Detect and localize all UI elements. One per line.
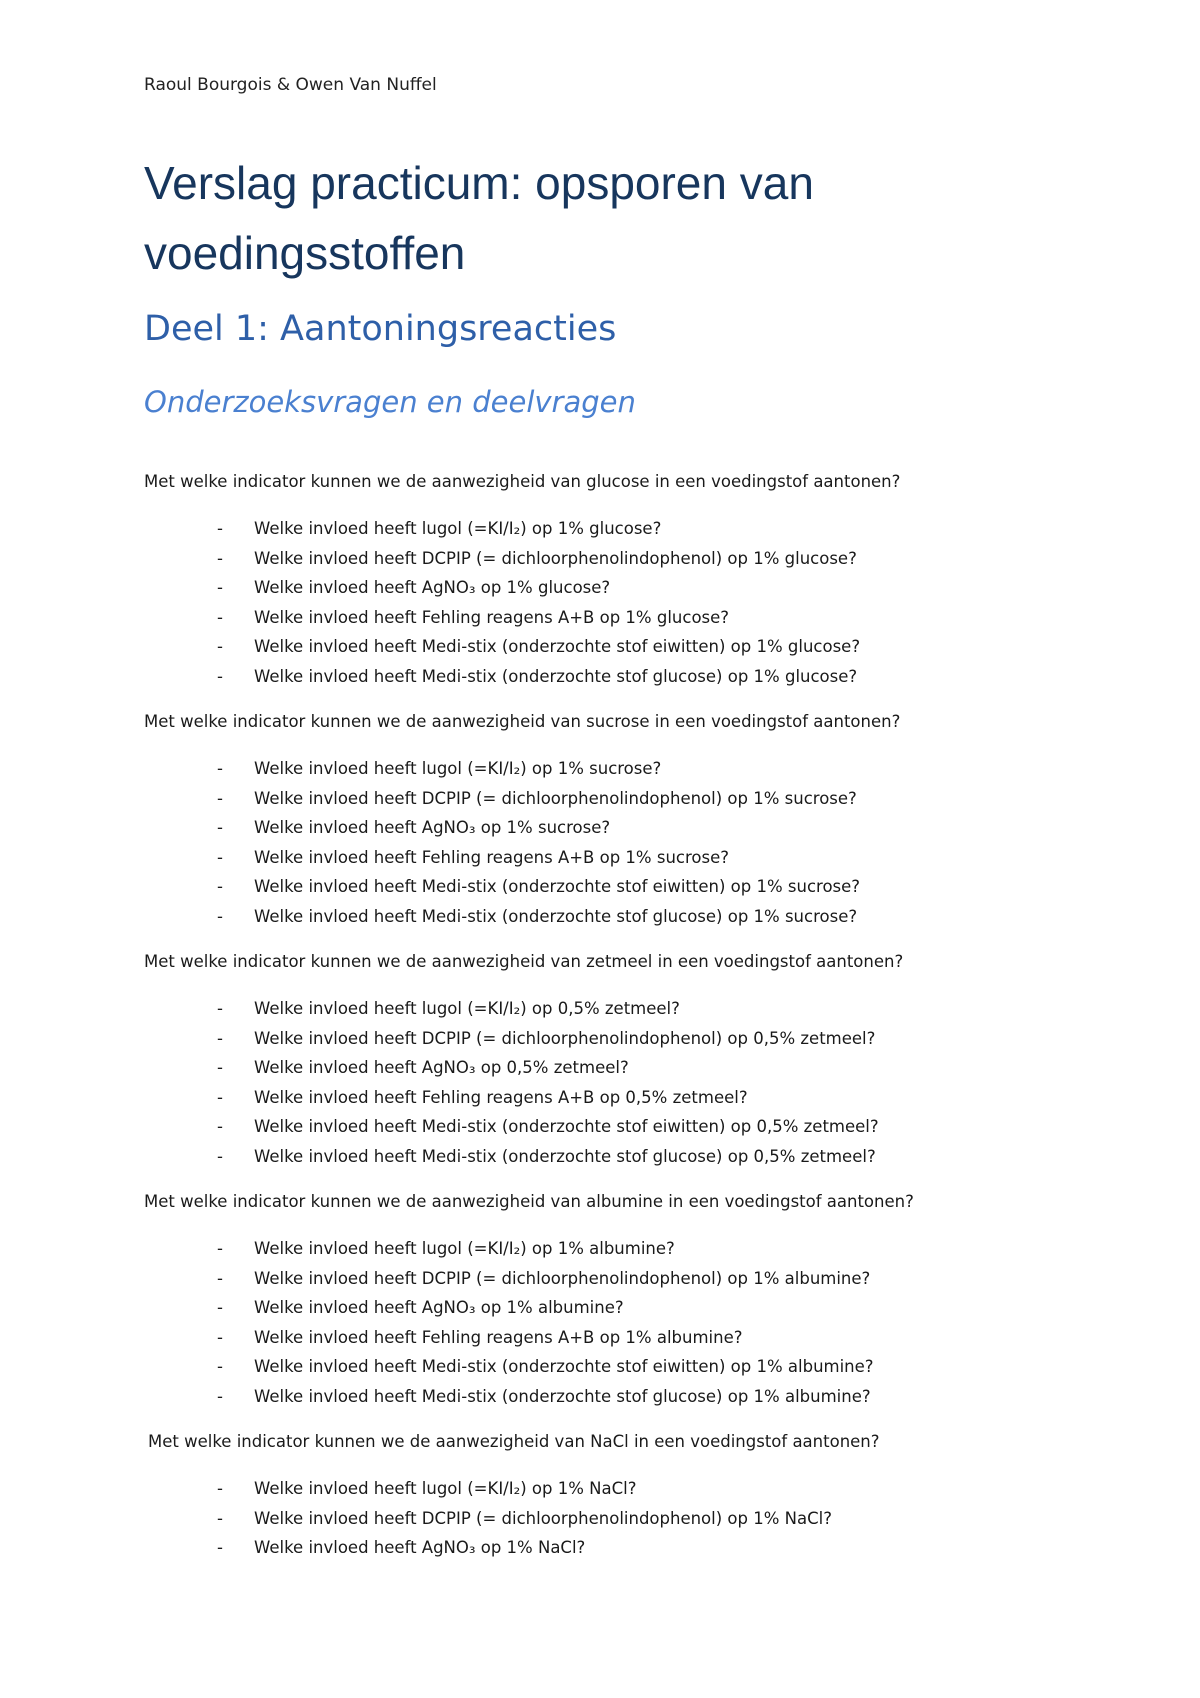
sub-question-text: Welke invloed heeft DCPIP (= dichloorphenolindophenol) op 1% NaCl? <box>254 1508 832 1528</box>
bullet-dash: - <box>217 847 223 867</box>
bullet-dash: - <box>217 607 223 627</box>
subsection-heading: Onderzoeksvragen en deelvragen <box>144 385 636 419</box>
sub-question-text: Welke invloed heeft DCPIP (= dichloorphenolindophenol) op 1% albumine? <box>254 1268 871 1288</box>
research-question: Met welke indicator kunnen we de aanwezigheid van sucrose in een voedingstof aantonen? <box>144 712 901 731</box>
list-item <box>144 1053 1064 1083</box>
bullet-dash: - <box>217 999 223 1018</box>
question-section-nacl <box>144 1430 1064 1563</box>
bullet-dash: - <box>217 548 223 568</box>
sub-question-text: Welke invloed heeft Fehling reagens A+B op 1% albumine? <box>254 1327 743 1347</box>
bullet-dash: - <box>217 1268 223 1288</box>
list-item <box>144 1142 1064 1172</box>
list-item <box>144 544 1064 574</box>
research-question: Met welke indicator kunnen we de aanwezigheid van zetmeel in een voedingstof aantonen? <box>144 952 904 971</box>
list-item <box>144 1533 1064 1563</box>
list-item <box>144 1293 1064 1323</box>
bullet-dash: - <box>217 1028 223 1048</box>
bullet-dash: - <box>217 818 223 837</box>
list-item <box>144 1264 1064 1294</box>
list-item <box>144 902 1064 932</box>
sub-question-text: Welke invloed heeft Fehling reagens A+B op 1% glucose? <box>254 607 730 627</box>
list-item <box>144 603 1064 633</box>
bullet-dash: - <box>217 519 223 538</box>
sub-question-text: Welke invloed heeft Medi-stix (onderzochte stof glucose) op 1% albumine? <box>254 1386 871 1406</box>
list-item <box>144 514 1064 544</box>
list-item <box>144 662 1064 692</box>
list-item <box>144 1234 1064 1264</box>
sub-question-text: Welke invloed heeft AgNO₃ op 1% glucose? <box>254 578 611 597</box>
sub-question-text: Welke invloed heeft Fehling reagens A+B op 0,5% zetmeel? <box>254 1087 748 1107</box>
list-item <box>144 843 1064 873</box>
bullet-dash: - <box>217 578 223 597</box>
list-item <box>144 1352 1064 1382</box>
bullet-dash: - <box>217 1298 223 1317</box>
questions-container <box>144 470 1064 1582</box>
list-item <box>144 573 1064 603</box>
list-item <box>144 872 1064 902</box>
list-item <box>144 1323 1064 1353</box>
bullet-dash: - <box>217 759 223 778</box>
sub-question-text: Welke invloed heeft AgNO₃ op 1% sucrose? <box>254 818 611 837</box>
sub-question-list <box>144 994 1064 1171</box>
sub-question-text: Welke invloed heeft AgNO₃ op 1% albumine? <box>254 1298 624 1317</box>
bullet-dash: - <box>217 1117 223 1136</box>
sub-question-text: Welke invloed heeft lugol (=KI/I₂) op 1% albumine? <box>254 1239 675 1258</box>
sub-question-text: Welke invloed heeft lugol (=KI/I₂) op 0,5% zetmeel? <box>254 999 680 1018</box>
sub-question-text: Welke invloed heeft Medi-stix (onderzochte stof eiwitten) op 1% glucose? <box>254 637 861 656</box>
sub-question-text: Welke invloed heeft Medi-stix (onderzochte stof glucose) op 0,5% zetmeel? <box>254 1146 876 1166</box>
bullet-dash: - <box>217 906 223 926</box>
list-item <box>144 1083 1064 1113</box>
sub-question-text: Welke invloed heeft AgNO₃ op 1% NaCl? <box>254 1538 586 1557</box>
sub-question-text: Welke invloed heeft lugol (=KI/I₂) op 1% NaCl? <box>254 1479 637 1498</box>
bullet-dash: - <box>217 1479 223 1498</box>
sub-question-text: Welke invloed heeft AgNO₃ op 0,5% zetmeel? <box>254 1058 629 1077</box>
author-line: Raoul Bourgois & Owen Van Nuffel <box>144 75 437 95</box>
sub-question-list <box>144 1234 1064 1411</box>
bullet-dash: - <box>217 788 223 808</box>
list-item <box>144 1382 1064 1412</box>
bullet-dash: - <box>217 666 223 686</box>
list-item <box>144 632 1064 662</box>
bullet-dash: - <box>217 1508 223 1528</box>
list-item <box>144 813 1064 843</box>
bullet-dash: - <box>217 1357 223 1376</box>
research-question: Met welke indicator kunnen we de aanwezigheid van NaCl in een voedingstof aantonen? <box>148 1432 880 1451</box>
list-item <box>144 1474 1064 1504</box>
bullet-dash: - <box>217 1058 223 1077</box>
bullet-dash: - <box>217 877 223 896</box>
question-section-sucrose <box>144 710 1064 931</box>
sub-question-text: Welke invloed heeft lugol (=KI/I₂) op 1% glucose? <box>254 519 662 538</box>
list-item <box>144 784 1064 814</box>
sub-question-text: Welke invloed heeft Medi-stix (onderzochte stof glucose) op 1% sucrose? <box>254 906 858 926</box>
document-title: Verslag practicum: opsporen van voedingsstoffen <box>144 157 814 279</box>
bullet-dash: - <box>217 1239 223 1258</box>
bullet-dash: - <box>217 1386 223 1406</box>
sub-question-text: Welke invloed heeft Medi-stix (onderzochte stof eiwitten) op 0,5% zetmeel? <box>254 1117 879 1136</box>
list-item <box>144 994 1064 1024</box>
sub-question-text: Welke invloed heeft DCPIP (= dichloorphenolindophenol) op 1% sucrose? <box>254 788 857 808</box>
bullet-dash: - <box>217 1538 223 1557</box>
research-question: Met welke indicator kunnen we de aanwezigheid van albumine in een voedingstof aantonen? <box>144 1192 914 1211</box>
list-item <box>144 1112 1064 1142</box>
question-section-glucose <box>144 470 1064 691</box>
sub-question-text: Welke invloed heeft Medi-stix (onderzochte stof eiwitten) op 1% albumine? <box>254 1357 874 1376</box>
list-item <box>144 754 1064 784</box>
research-question: Met welke indicator kunnen we de aanwezigheid van glucose in een voedingstof aantonen? <box>144 472 901 491</box>
sub-question-text: Welke invloed heeft lugol (=KI/I₂) op 1% sucrose? <box>254 759 662 778</box>
question-section-albumine <box>144 1190 1064 1411</box>
section-heading: Deel 1: Aantoningsreacties <box>144 309 617 349</box>
bullet-dash: - <box>217 1146 223 1166</box>
list-item <box>144 1504 1064 1534</box>
sub-question-text: Welke invloed heeft DCPIP (= dichloorphenolindophenol) op 0,5% zetmeel? <box>254 1028 876 1048</box>
sub-question-list <box>144 1474 1064 1563</box>
sub-question-text: Welke invloed heeft Medi-stix (onderzochte stof glucose) op 1% glucose? <box>254 666 858 686</box>
sub-question-list <box>144 754 1064 931</box>
sub-question-list <box>144 514 1064 691</box>
sub-question-text: Welke invloed heeft Fehling reagens A+B op 1% sucrose? <box>254 847 730 867</box>
sub-question-text: Welke invloed heeft Medi-stix (onderzochte stof eiwitten) op 1% sucrose? <box>254 877 861 896</box>
bullet-dash: - <box>217 1327 223 1347</box>
bullet-dash: - <box>217 1087 223 1107</box>
sub-question-text: Welke invloed heeft DCPIP (= dichloorphenolindophenol) op 1% glucose? <box>254 548 857 568</box>
question-section-zetmeel <box>144 950 1064 1171</box>
bullet-dash: - <box>217 637 223 656</box>
list-item <box>144 1024 1064 1054</box>
